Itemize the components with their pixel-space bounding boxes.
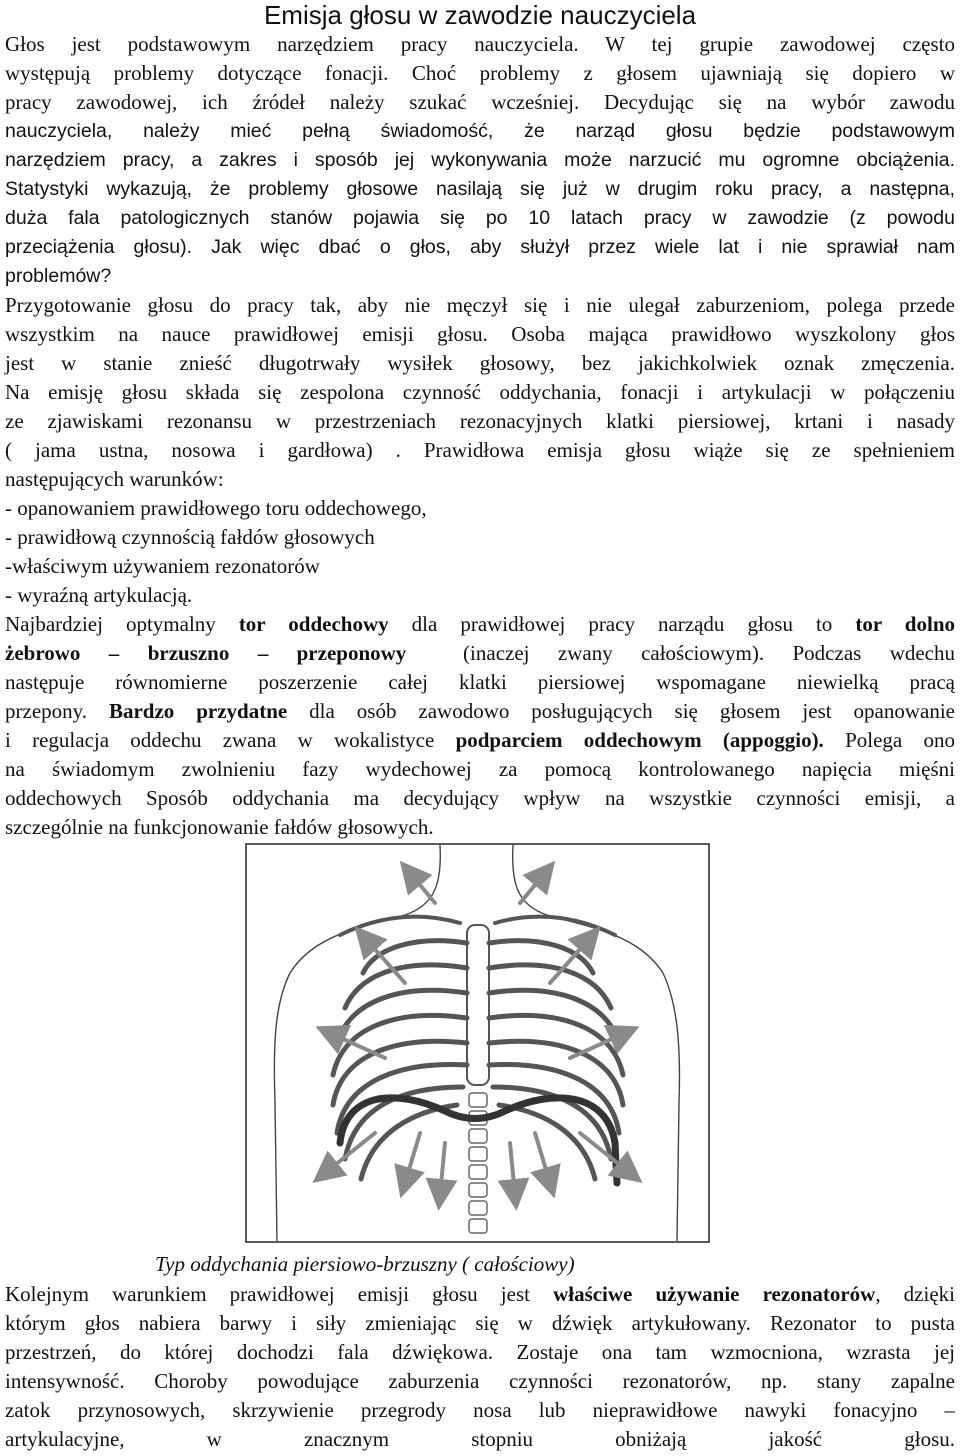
- intro-line-8: przeciążenia głosu). Jak więc dbać o głos, aby służył przez wiele lat i nie sprawiał nam: [5, 236, 955, 258]
- reson-line-5: zatok przynosowych, skrzywienie przegrody nosa lub nieprawidłowe nawyki fonacyjno –: [5, 1398, 955, 1422]
- condition-list-item-1: - opanowaniem prawidłowego toru oddechowego,: [5, 496, 427, 520]
- sternum: [467, 925, 489, 1085]
- condition-list-item-3: -właściwym używaniem rezonatorów: [5, 554, 320, 578]
- bold-term: tor oddechowy: [238, 612, 389, 636]
- intro-line-9: problemów?: [5, 265, 112, 287]
- condition-list-item-2: - prawidłową czynnością fałdów głosowych: [5, 525, 375, 549]
- breath-line-8: szczególnie na funkcjonowanie fałdów głosowych.: [5, 815, 434, 839]
- breath-line-2: żebrowo – brzuszno – przeponowy (inaczej zwany całościowym). Podczas wdechu: [5, 641, 956, 665]
- intro-line-3: pracy zawodowej, ich źródeł należy szukać wcześniej. Decydując się na wybór zawodu: [5, 90, 955, 114]
- breath-line-3: następuje równomierne poszerzenie całej klatki piersiowej wspomagane niewielką pracą: [5, 670, 955, 694]
- bold-term: Bardzo przydatne: [108, 699, 288, 723]
- prep-line-1: Przygotowanie głosu do pracy tak, aby nie męczył się i nie ulegał zaburzeniom, polega przede: [5, 293, 955, 317]
- reson-line-3: przestrzeń, do której dochodzi fala dźwiękowa. Zostaje ona tam wzmocniona, wzrasta jej: [5, 1340, 955, 1364]
- prep-line-3: jest w stanie znieść długotrwały wysiłek głosowy, bez jakichkolwiek oznak zmęczenia.: [5, 351, 955, 375]
- prep-line-2: wszystkim na nauce prawidłowej emisji głosu. Osoba mająca prawidłowo wyszkolony głos: [5, 322, 955, 346]
- condition-list-item-4: - wyraźną artykulacją.: [5, 583, 193, 607]
- prep-line-6: ( jama ustna, nosowa i gardłowa) . Prawidłowa emisja głosu wiąże się ze spełnieniem: [5, 438, 955, 462]
- bold-term: podparciem oddechowym (appoggio).: [455, 728, 824, 752]
- intro-line-7: duża fala patologicznych stanów pojawia się po 10 latach pracy w zawodzie (z powodu: [5, 207, 955, 229]
- intro-line-6: Statystyki wykazują, że problemy głosowe nasilają się już w drugim roku pracy, a następna,: [5, 178, 955, 200]
- paragraph-voice-preparation: [5, 291, 955, 610]
- paragraph-intro: [5, 30, 955, 291]
- prep-line-7: następujących warunków:: [5, 467, 224, 491]
- intro-line-2: występują problemy dotyczące fonacji. Choć problemy z głosem ujawniają się dopiero w: [5, 61, 955, 85]
- bold-term: właściwe używanie rezonatorów: [553, 1282, 876, 1306]
- breath-line-1: Najbardziej optymalny tor oddechowy dla prawidłowej pracy narządu głosu to tor dolno: [5, 612, 955, 636]
- breath-line-6: na świadomym zwolnieniu fazy wydechowej za pomocą kontrolowanego napięcia mięśni: [5, 757, 955, 781]
- reson-line-6: artykulacyjne, w znacznym stopniu obniżają jakość głosu.: [5, 1427, 955, 1451]
- breath-line-4: przepony. Bardzo przydatne dla osób zawodowo posługujących się głosem jest opanowanie: [5, 699, 955, 723]
- page-title: Emisja głosu w zawodzie nauczyciela: [263, 0, 697, 30]
- paragraph-breathing-track: [5, 610, 955, 842]
- prep-line-5: ze zjawiskami rezonansu w przestrzeniach rezonacyjnych klatki piersiowej, krtani i nasady: [5, 409, 955, 433]
- bold-term: tor dolno: [855, 612, 955, 636]
- document-page: [5, 0, 955, 842]
- figure-caption: Typ oddychania piersiowo-brzuszny ( całościowy): [155, 1252, 575, 1276]
- breathing-diagram: [245, 843, 710, 1243]
- intro-line-1: Głos jest podstawowym narzędziem pracy nauczyciela. W tej grupie zawodowej często: [5, 32, 955, 56]
- breath-line-5: i regulacja oddechu zwana w wokalistyce podparciem oddechowym (appoggio). Polega ono: [5, 728, 955, 752]
- intro-line-4: nauczyciela, należy mieć pełną świadomość, że narząd głosu będzie podstawowym: [5, 120, 955, 142]
- paragraph-resonators: [5, 1280, 955, 1454]
- prep-line-4: Na emisję głosu składa się zespolona czynność oddychania, fonacji i artykulacji w połączeniu: [5, 380, 955, 404]
- intro-line-5: narzędziem pracy, a zakres i sposób jej wykonywania może narzucić mu ogromne obciążenia.: [5, 149, 955, 171]
- reson-line-4: intensywność. Choroby powodujące zaburzenia czynności rezonatorów, np. stany zapalne: [5, 1369, 955, 1393]
- bold-term: żebrowo – brzuszno – przeponowy: [5, 641, 407, 665]
- reson-line-2: którym głos nabiera barwy i siły zmieniając się w dźwięk artykułowany. Rezonator to pusta: [5, 1311, 955, 1335]
- reson-line-1: Kolejnym warunkiem prawidłowej emisji głosu jest właściwe używanie rezonatorów, dzięki: [5, 1282, 955, 1306]
- breath-line-7: oddechowych Sposób oddychania ma decydujący wpływ na wszystkie czynności emisji, a: [5, 786, 955, 810]
